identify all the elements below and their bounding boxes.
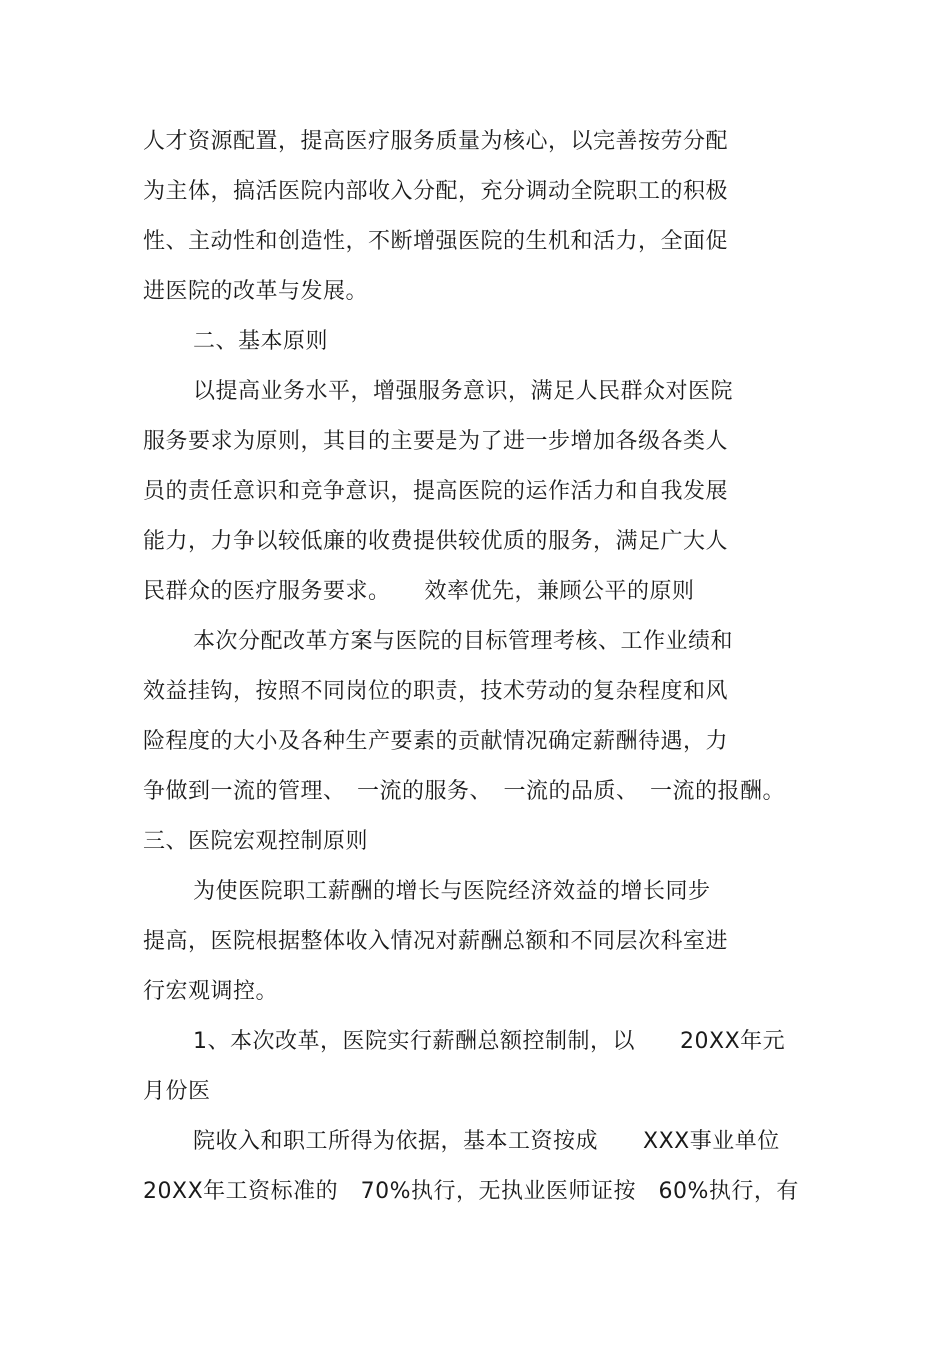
text-line: 1、本次改革，医院实行薪酬总额控制制，以 20XX年元 [193,1029,786,1054]
text-line: 行宏观调控。 [143,979,279,1004]
text-line: 效益挂钩，按照不同岗位的职责，技术劳动的复杂程度和风 [143,679,729,704]
text-line: 本次分配改革方案与医院的目标管理考核、工作业绩和 [193,629,734,654]
text-line: 性、主动性和创造性，不断增强医院的生机和活力，全面促 [143,229,729,254]
text-line: 月份医 [143,1079,211,1104]
text-line: 20XX年工资标准的 70%执行，无执业医师证按 60%执行，有 [143,1179,799,1204]
text-line: 员的责任意识和竞争意识，提高医院的运作活力和自我发展 [143,479,729,504]
text-line: 争做到一流的管理、 一流的服务、 一流的品质、 一流的报酬。 [143,779,786,804]
section-heading: 二、基本原则 [193,329,329,354]
text-line: 民群众的医疗服务要求。 效率优先，兼顾公平的原则 [143,579,695,604]
text-line: 提高，医院根据整体收入情况对薪酬总额和不同层次科室进 [143,929,729,954]
text-line: 院收入和职工所得为依据，基本工资按成 XXX事业单位 [193,1129,780,1154]
text-line: 为使医院职工薪酬的增长与医院经济效益的增长同步 [193,879,711,904]
text-line: 人才资源配置，提高医疗服务质量为核心，以完善按劳分配 [143,129,729,154]
section-heading: 三、医院宏观控制原则 [143,829,369,854]
text-line: 为主体，搞活医院内部收入分配，充分调动全院职工的积极 [143,179,729,204]
text-line: 能力，力争以较低廉的收费提供较优质的服务，满足广大人 [143,529,729,554]
text-line: 进医院的改革与发展。 [143,279,369,304]
text-line: 险程度的大小及各种生产要素的贡献情况确定薪酬待遇，力 [143,729,729,754]
text-line: 服务要求为原则，其目的主要是为了进一步增加各级各类人 [143,429,729,454]
text-line: 以提高业务水平，增强服务意识，满足人民群众对医院 [193,379,734,404]
